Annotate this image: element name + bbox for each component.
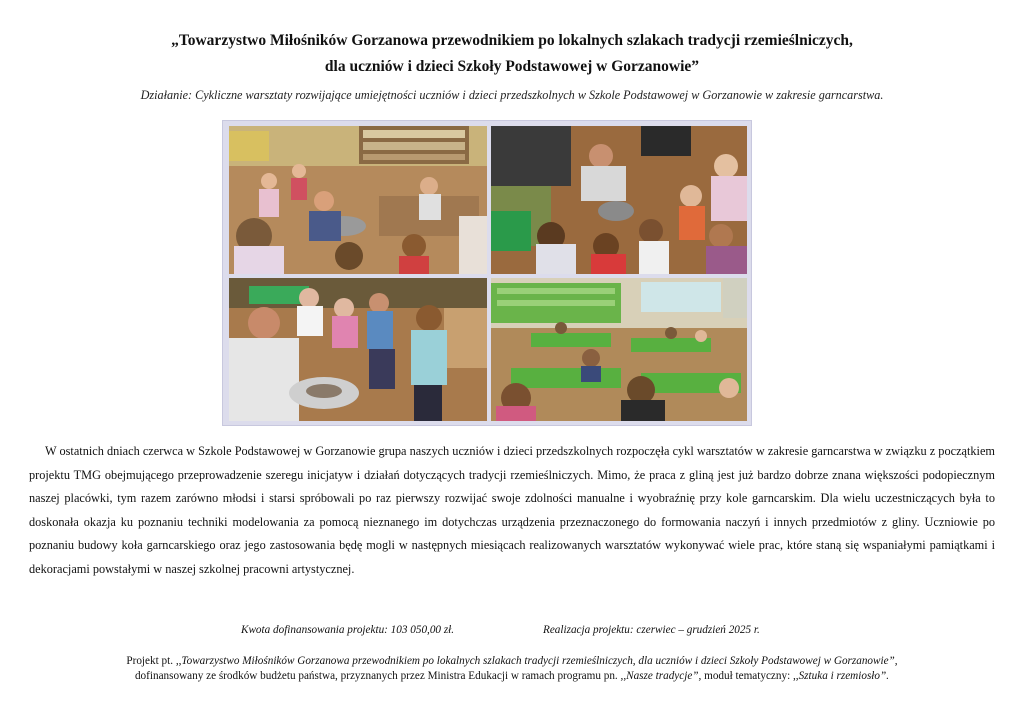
activity-subtitle: Działanie: Cykliczne warsztaty rozwijające umiejętności uczniów i dzieci przedszkolnych w Szkole Podstawowej w Gorzanowie w zakresie garncarstwa. xyxy=(140,88,884,102)
photo-workshop-1 xyxy=(229,126,487,274)
funding-amount: Kwota dofinansowania projektu: 103 050,00 zł. xyxy=(241,624,455,636)
module-name: ,,Sztuka i rzemiosło”. xyxy=(792,670,890,682)
project-realization: Realizacja projektu: czerwiec – grudzień 2025 r. xyxy=(543,624,760,636)
project-prefix: Projekt pt. xyxy=(126,655,176,667)
program-name: ,,Nasze tradycje”, xyxy=(620,670,702,682)
project-info-line2 xyxy=(0,669,1024,684)
photo-workshop-4 xyxy=(491,278,747,421)
photo-collage xyxy=(222,120,752,426)
module-text: moduł tematyczny: xyxy=(701,670,793,682)
project-info-line1 xyxy=(0,654,1024,669)
project-name: ,,Towarzystwo Miłośników Gorzanowa przewodnikiem po lokalnych szlakach tradycji rzemieślniczych, dla uczniów i dzieci Szkoły Podstawowej w Gorzanowie”, xyxy=(175,655,898,667)
document-title-line1: „Towarzystwo Miłośników Gorzanowa przewodnikiem po lokalnych szlakach tradycji rzemieślniczych, xyxy=(171,32,853,49)
funded-text: dofinansowany ze środków budżetu państwa, przyznanych przez Ministra Edukacji w ramach programu pn. xyxy=(134,670,621,682)
photo-workshop-3 xyxy=(229,278,487,421)
article-paragraph: W ostatnich dniach czerwca w Szkole Podstawowej w Gorzanowie grupa naszych uczniów i dzieci przedszkolnych rozpoczęła cykl warsztatów w zakresie garncarstwa w związku z początkiem projektu TMG obejmującego przeprowadzenie szeregu inicjatyw i działań dotyczących tradycji rzemieślniczych. Mimo, że praca z gliną jest już bardzo dobrze znana większości podopiecznym naszej placówki, tym razem zarówno młodsi i starsi spróbowali po raz pierwszy rozwijać swoje zdolności manualne i wyobraźnię przy kole garncarskim. Dla wielu uczestniczących była to doskonała okazja ku poznaniu techniki modelowania za pomocą nieznanego im dotychczas urządzenia przeznaczonego do formowania naczyń i innych przedmiotów z gliny. Uczniowie po poznaniu budowy koła garncarskiego oraz jego zastosowania będę mogli w następnych miesiącach realizowanych warsztatów wykonywać wiele prac, które staną się wspaniałymi pamiątkami i dekoracjami powstałymi w naszej szkolnej pracowni artystycznej. xyxy=(29,444,995,576)
project-info xyxy=(0,654,1024,684)
document-title-line2: dla uczniów i dzieci Szkoły Podstawowej w Gorzanowie” xyxy=(324,58,700,75)
photo-workshop-2 xyxy=(491,126,747,274)
